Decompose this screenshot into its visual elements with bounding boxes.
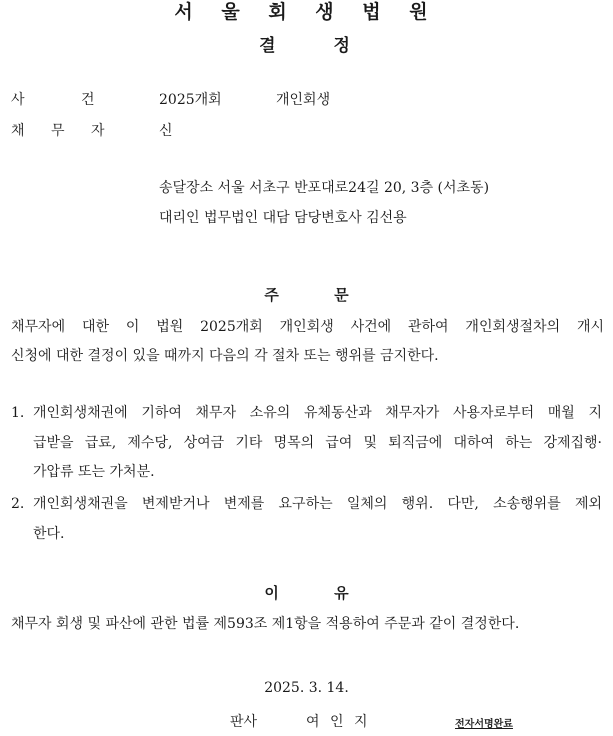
order-intro bbox=[11, 313, 604, 371]
electronic-signature-stamp: 전자서명완료 bbox=[455, 719, 513, 730]
order-item-line: 한다. bbox=[33, 525, 65, 542]
case-type: 개인회생 bbox=[276, 92, 331, 108]
judge-title: 판사 bbox=[230, 714, 258, 730]
order-item-number: 1. bbox=[11, 405, 25, 421]
court-name: 서 울 회 생 법 원 bbox=[174, 1, 439, 23]
reason-text: 채무자 회생 및 파산에 관한 법률 제593조 제1항을 적용하여 주문과 같이 결정한다. bbox=[11, 616, 520, 632]
debtor-name: 신 bbox=[159, 123, 173, 139]
service-address: 송달장소 서울 서초구 반포대로24길 20, 3층 (서초동) bbox=[159, 180, 490, 196]
document-type: 결 정 bbox=[259, 36, 354, 56]
order-item-number: 2. bbox=[11, 496, 25, 512]
order-item-1 bbox=[11, 399, 602, 488]
order-item-line: 가압류 또는 가처분. bbox=[33, 464, 155, 480]
order-intro-line-1: 채무자에 대한 이 법원 2025개회 개인회생 사건에 관하여 개인회생절차의 개시 bbox=[11, 319, 604, 335]
order-item-line: 개인회생채권을 변제받거나 변제를 요구하는 일체의 행위. 다만, 소송행위를 제외 bbox=[33, 496, 602, 512]
order-item-line: 급받을 급료, 제수당, 상여금 기타 명목의 급여 및 퇴직금에 대하여 하는 강제집행· bbox=[33, 434, 602, 451]
decision-date: 2025. 3. 14. bbox=[264, 680, 349, 696]
judge-name: 여 인 지 bbox=[306, 714, 368, 730]
order-intro-line-2: 신청에 대한 결정이 있을 때까지 다음의 각 절차 또는 행위를 금지한다. bbox=[11, 348, 439, 364]
debtor-label: 채 무 자 bbox=[11, 123, 105, 139]
order-heading: 주 문 bbox=[264, 286, 349, 304]
case-number: 2025개회 bbox=[159, 92, 222, 108]
legal-representative: 대리인 법무법인 대담 담당변호사 김선용 bbox=[159, 210, 407, 226]
order-item-2 bbox=[11, 490, 602, 549]
case-label: 사 건 bbox=[11, 92, 95, 108]
order-item-line: 개인회생채권에 기하여 채무자 소유의 유체동산과 채무자가 사용자로부터 매월 지 bbox=[33, 405, 602, 421]
reason-heading: 이 유 bbox=[264, 584, 349, 602]
